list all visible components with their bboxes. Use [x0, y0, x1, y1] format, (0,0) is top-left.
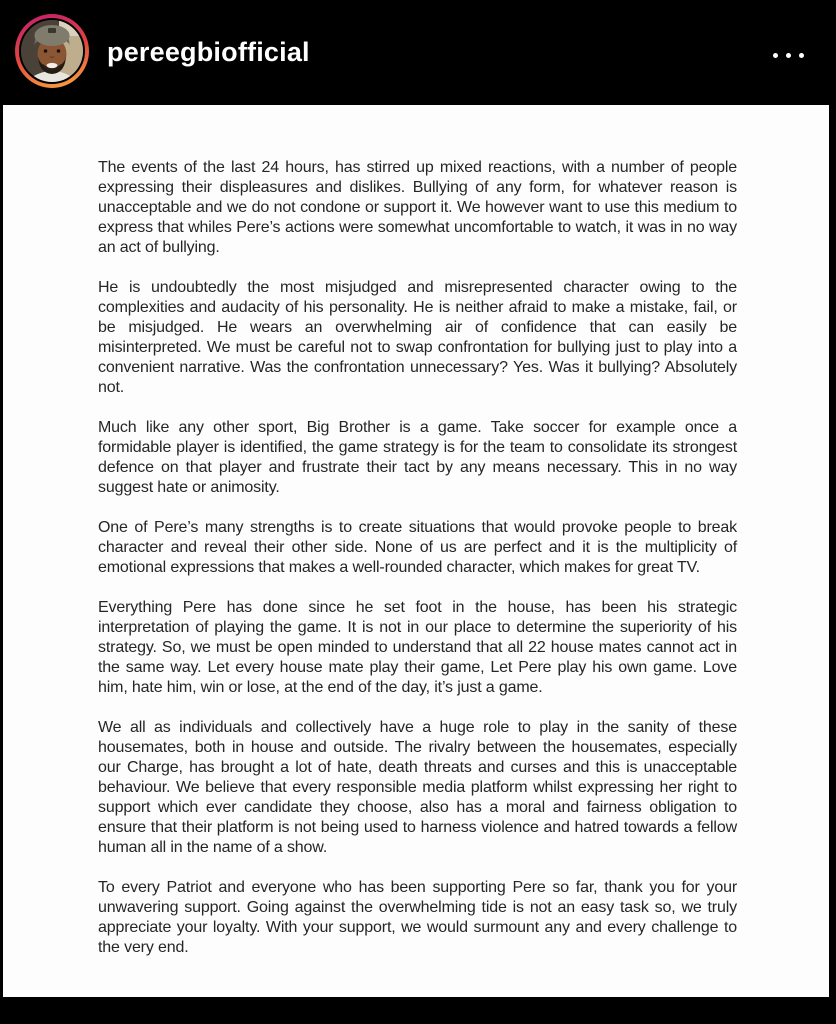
statement-paragraph: The events of the last 24 hours, has stirred up mixed reactions, with a number of people expressing their displeasures and dislikes. Bullying of any form, for whatever reason is unacceptable and we do not condone or support it. We however want to use this medium to express that whiles Pere’s actions were somewhat uncomfortable to watch, it was in no way an act of bullying.: [98, 159, 737, 256]
post-header: [0, 0, 836, 105]
story-ring[interactable]: [15, 14, 89, 88]
post-media-statement[interactable]: [3, 105, 829, 997]
dot: [799, 53, 804, 58]
statement-text: [3, 105, 829, 958]
avatar[interactable]: [19, 18, 85, 84]
more-options-icon[interactable]: [769, 49, 808, 62]
bottom-letterbox: [0, 997, 836, 1024]
profile-photo-illustration: [21, 20, 83, 82]
statement-paragraph: Everything Pere has done since he set foot in the house, has been his strategic interpretation of playing the game. It is not in our place to determine the superiority of his strategy. So, we must be open minded to understand that all 22 house mates cannot act in the same way. Let every house mate play their game, Let Pere play his own game. Love him, hate him, win or lose, at the end of the day, it’s just a game.: [98, 599, 737, 696]
statement-paragraph: Much like any other sport, Big Brother is a game. Take soccer for example once a formidable player is identified, the game strategy is for the team to consolidate its strongest defence on that player and frustrate their tact by any means necessary. This in no way suggest hate or animosity.: [98, 419, 737, 496]
dot: [773, 53, 778, 58]
statement-paragraph: We all as individuals and collectively have a huge role to play in the sanity of these housemates, both in house and outside. The rivalry between the housemates, especially our Charge, has brought a lot of hate, death threats and curses and this is unacceptable behaviour. We believe that every responsible media platform whilst expressing her right to support which ever candidate they choose, also has a moral and fairness obligation to ensure that their platform is not being used to harness violence and hatred towards a fellow human all in the name of a show.: [98, 719, 737, 856]
statement-paragraph: One of Pere’s many strengths is to create situations that would provoke people to break character and reveal their other side. None of us are perfect and it is the multiplicity of emotional expressions that makes a well-rounded character, which makes for great TV.: [98, 519, 737, 576]
dot: [786, 53, 791, 58]
statement-paragraph: He is undoubtedly the most misjudged and misrepresented character owing to the complexities and audacity of his personality. He is neither afraid to make a mistake, fail, or be misjudged. He wears an overwhelming air of confidence that can easily be misinterpreted. We must be careful not to swap confrontation for bullying just to play into a convenient narrative. Was the confrontation unnecessary? Yes. Was it bullying? Absolutely not.: [98, 279, 737, 396]
username[interactable]: pereegbiofficial: [107, 37, 310, 67]
statement-paragraph: To every Patriot and everyone who has been supporting Pere so far, thank you for your unwavering support. Going against the overwhelming tide is not an easy task so, we truly appreciate your loyalty. With your support, we would surmount any and every challenge to the very end.: [98, 879, 737, 956]
